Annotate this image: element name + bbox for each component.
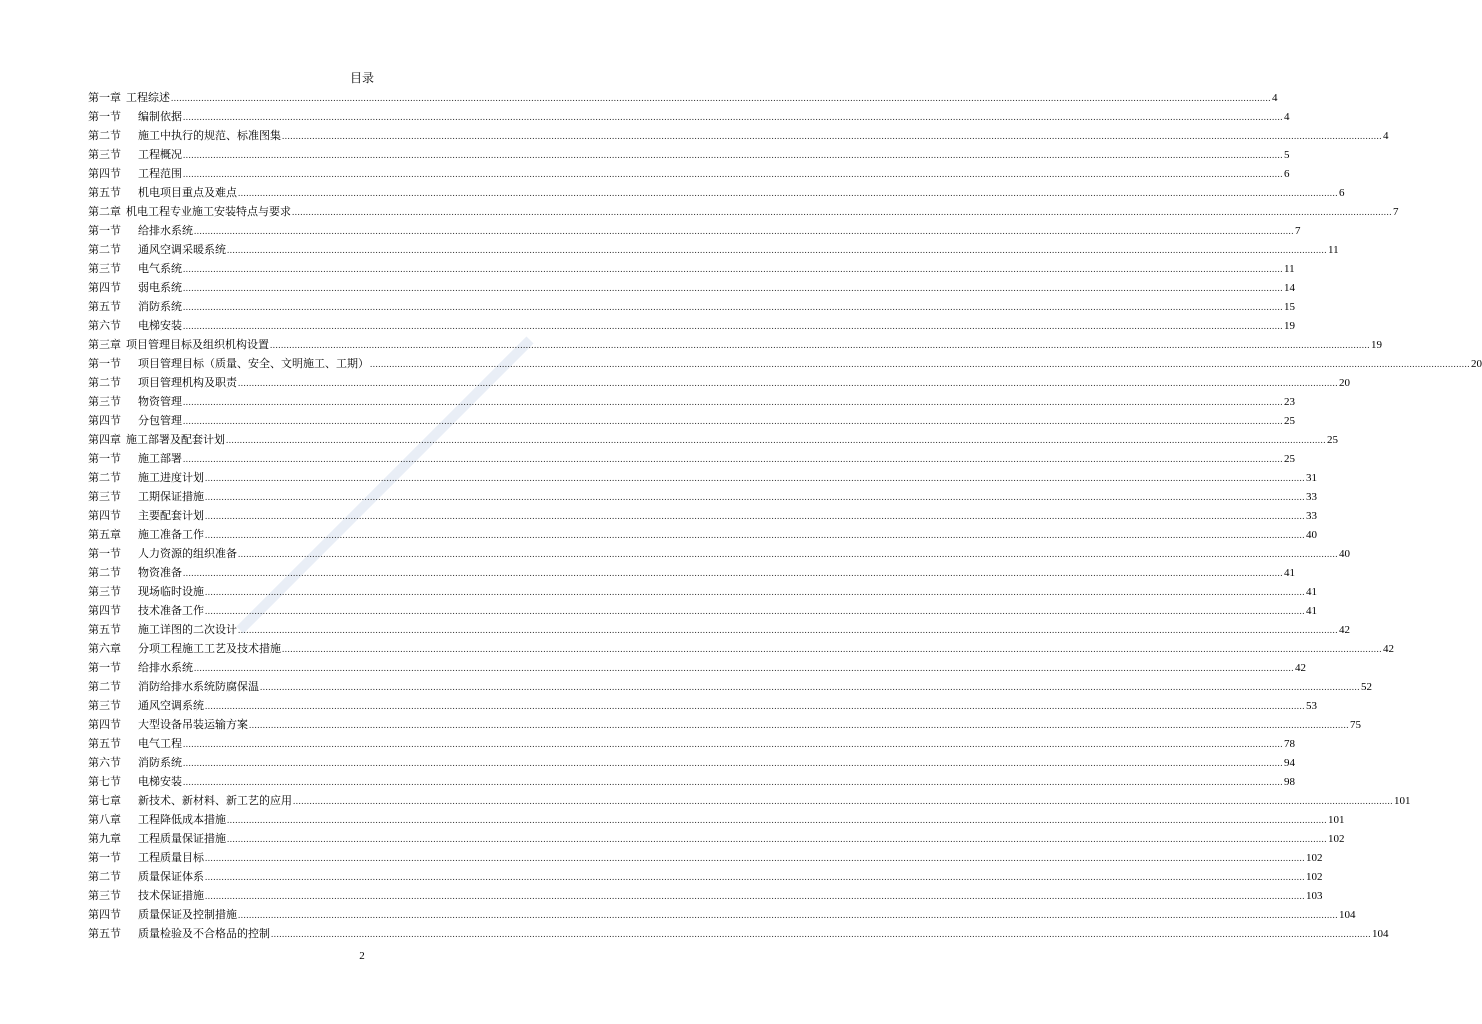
toc-dot-leader: ................................................................................................................................................................................................................................................................................................................................................................................................................ — [205, 853, 1305, 863]
toc-dot-leader: ................................................................................................................................................................................................................................................................................................................................................................................................................ — [205, 492, 1305, 502]
toc-entry-label: 第四节 — [88, 167, 121, 180]
toc-entry-title: 施工详图的二次设计 — [138, 623, 237, 636]
toc-entry-page: 20 — [1339, 377, 1350, 389]
toc-entry-title: 项目管理目标（质量、安全、文明施工、工期） — [138, 357, 369, 370]
toc-entry-label: 第六节 — [88, 756, 121, 769]
toc-dot-leader: ................................................................................................................................................................................................................................................................................................................................................................................................................ — [183, 416, 1283, 426]
toc-entry-page: 33 — [1306, 510, 1317, 522]
toc-entry[interactable] — [88, 373, 1350, 392]
toc-entry-page: 4 — [1272, 92, 1278, 104]
toc-entry-page: 42 — [1383, 643, 1394, 655]
toc-entry-label: 第六节 — [88, 319, 121, 332]
toc-entry[interactable] — [88, 753, 1295, 772]
toc-entry-title: 消防给排水系统防腐保温 — [138, 680, 259, 693]
toc-entry-page: 7 — [1295, 225, 1301, 237]
toc-entry-page: 75 — [1350, 719, 1361, 731]
toc-dot-leader: ................................................................................................................................................................................................................................................................................................................................................................................................................ — [205, 473, 1305, 483]
toc-entry[interactable] — [88, 677, 1372, 696]
toc-entry-page: 11 — [1328, 244, 1339, 256]
toc-entry[interactable] — [88, 620, 1350, 639]
toc-entry-label: 第七章 — [88, 794, 121, 807]
toc-entry-label: 第八章 — [88, 813, 121, 826]
toc-entry[interactable] — [88, 696, 1317, 715]
toc-entry-title: 新技术、新材料、新工艺的应用 — [138, 794, 292, 807]
toc-dot-leader: ................................................................................................................................................................................................................................................................................................................................................................................................................ — [270, 340, 1370, 350]
toc-entry-title: 工程降低成本措施 — [138, 813, 226, 826]
toc-entry-label: 第三节 — [88, 148, 121, 161]
toc-entry-page: 4 — [1284, 111, 1290, 123]
toc-entry[interactable] — [88, 810, 1345, 829]
toc-entry-label: 第三节 — [88, 585, 121, 598]
toc-entry-label: 第三节 — [88, 395, 121, 408]
toc-entry-title: 电气工程 — [138, 737, 182, 750]
toc-entry-page: 25 — [1284, 415, 1295, 427]
toc-entry-page: 104 — [1339, 909, 1356, 921]
toc-entry[interactable] — [88, 905, 1356, 924]
toc-dot-leader: ................................................................................................................................................................................................................................................................................................................................................................................................................ — [183, 302, 1283, 312]
toc-entry-label: 第五节 — [88, 927, 121, 940]
toc-entry-title: 工程质量保证措施 — [138, 832, 226, 845]
toc-entry[interactable] — [88, 886, 1323, 905]
toc-entry-page: 33 — [1306, 491, 1317, 503]
toc-entry[interactable] — [88, 88, 1278, 107]
toc-entry-page: 98 — [1284, 776, 1295, 788]
toc-entry[interactable] — [88, 525, 1317, 544]
toc-entry[interactable] — [88, 297, 1295, 316]
toc-entry-page: 19 — [1284, 320, 1295, 332]
toc-entry-label: 第三节 — [88, 889, 121, 902]
toc-dot-leader: ................................................................................................................................................................................................................................................................................................................................................................................................................ — [238, 378, 1338, 388]
toc-entry-page: 14 — [1284, 282, 1295, 294]
toc-dot-leader: ................................................................................................................................................................................................................................................................................................................................................................................................................ — [183, 169, 1283, 179]
toc-entry[interactable] — [88, 829, 1345, 848]
toc-entry[interactable] — [88, 867, 1323, 886]
toc-dot-leader: ................................................................................................................................................................................................................................................................................................................................................................................................................ — [183, 150, 1283, 160]
toc-dot-leader: ................................................................................................................................................................................................................................................................................................................................................................................................................ — [183, 454, 1283, 464]
toc-entry-label: 第四节 — [88, 509, 121, 522]
toc-dot-leader: ................................................................................................................................................................................................................................................................................................................................................................................................................ — [227, 815, 1327, 825]
page-number: 2 — [359, 950, 365, 962]
toc-entry[interactable] — [88, 354, 1482, 373]
toc-entry-page: 31 — [1306, 472, 1317, 484]
toc-entry-label: 第二节 — [88, 471, 121, 484]
toc-dot-leader: ................................................................................................................................................................................................................................................................................................................................................................................................................ — [194, 226, 1294, 236]
toc-entry-page: 42 — [1295, 662, 1306, 674]
toc-entry-page: 104 — [1372, 928, 1389, 940]
toc-entry-page: 7 — [1393, 206, 1399, 218]
toc-entry-title: 质量保证体系 — [138, 870, 204, 883]
toc-entry-label: 第一章 — [88, 91, 121, 104]
toc-entry-page: 41 — [1306, 586, 1317, 598]
toc-entry[interactable] — [88, 506, 1317, 525]
toc-entry[interactable] — [88, 145, 1290, 164]
toc-dot-leader: ................................................................................................................................................................................................................................................................................................................................................................................................................ — [183, 777, 1283, 787]
toc-entry-label: 第五节 — [88, 623, 121, 636]
toc-dot-leader: ................................................................................................................................................................................................................................................................................................................................................................................................................ — [226, 435, 1326, 445]
toc-entry-title: 工期保证措施 — [138, 490, 204, 503]
toc-entry-page: 5 — [1284, 149, 1290, 161]
toc-entry-page: 42 — [1339, 624, 1350, 636]
toc-entry[interactable] — [88, 544, 1350, 563]
toc-dot-leader: ................................................................................................................................................................................................................................................................................................................................................................................................................ — [260, 682, 1360, 692]
toc-dot-leader: ................................................................................................................................................................................................................................................................................................................................................................................................................ — [282, 131, 1382, 141]
toc-entry-label: 第二节 — [88, 376, 121, 389]
toc-entry-title: 施工部署及配套计划 — [126, 433, 225, 446]
toc-dot-leader: ................................................................................................................................................................................................................................................................................................................................................................................................................ — [227, 834, 1327, 844]
toc-entry-title: 消防系统 — [138, 300, 182, 313]
toc-entry-page: 41 — [1284, 567, 1295, 579]
toc-entry[interactable] — [88, 392, 1295, 411]
toc-entry-title: 现场临时设施 — [138, 585, 204, 598]
toc-entry-title: 人力资源的组织准备 — [138, 547, 237, 560]
toc-dot-leader: ................................................................................................................................................................................................................................................................................................................................................................................................................ — [205, 587, 1305, 597]
toc-entry-label: 第二节 — [88, 129, 121, 142]
toc-entry-page: 25 — [1284, 453, 1295, 465]
toc-entry-page: 78 — [1284, 738, 1295, 750]
toc-entry-label: 第二节 — [88, 680, 121, 693]
toc-entry-label: 第六章 — [88, 642, 121, 655]
toc-entry-title: 工程综述 — [126, 91, 170, 104]
toc-entry-label: 第二章 — [88, 205, 121, 218]
toc-dot-leader: ................................................................................................................................................................................................................................................................................................................................................................................................................ — [238, 625, 1338, 635]
toc-dot-leader: ................................................................................................................................................................................................................................................................................................................................................................................................................ — [171, 93, 1271, 103]
toc-entry-label: 第一节 — [88, 547, 121, 560]
toc-entry[interactable] — [88, 487, 1317, 506]
toc-dot-leader: ................................................................................................................................................................................................................................................................................................................................................................................................................ — [205, 606, 1305, 616]
toc-dot-leader: ................................................................................................................................................................................................................................................................................................................................................................................................................ — [205, 701, 1305, 711]
toc-entry-page: 6 — [1284, 168, 1290, 180]
toc-entry-title: 工程范围 — [138, 167, 182, 180]
toc-entry[interactable] — [88, 316, 1295, 335]
toc-entry[interactable] — [88, 715, 1361, 734]
toc-entry-label: 第二节 — [88, 870, 121, 883]
toc-entry-page: 102 — [1306, 852, 1323, 864]
toc-entry-label: 第一节 — [88, 357, 121, 370]
toc-entry-label: 第三节 — [88, 699, 121, 712]
toc-entry-page: 23 — [1284, 396, 1295, 408]
toc-entry-title: 电梯安装 — [138, 775, 182, 788]
toc-entry-title: 机电项目重点及难点 — [138, 186, 237, 199]
toc-entry-label: 第五节 — [88, 737, 121, 750]
toc-entry[interactable] — [88, 126, 1389, 145]
toc-entry-label: 第二节 — [88, 566, 121, 579]
toc-dot-leader: ................................................................................................................................................................................................................................................................................................................................................................................................................ — [238, 910, 1338, 920]
toc-entry-label: 第七节 — [88, 775, 121, 788]
toc-entry[interactable] — [88, 335, 1382, 354]
toc-entry[interactable] — [88, 639, 1394, 658]
toc-dot-leader: ................................................................................................................................................................................................................................................................................................................................................................................................................ — [227, 245, 1327, 255]
toc-entry-title: 施工准备工作 — [138, 528, 204, 541]
toc-entry[interactable] — [88, 468, 1317, 487]
toc-entry[interactable] — [88, 411, 1295, 430]
toc-entry[interactable] — [88, 183, 1345, 202]
toc-dot-leader: ................................................................................................................................................................................................................................................................................................................................................................................................................ — [249, 720, 1349, 730]
toc-dot-leader: ................................................................................................................................................................................................................................................................................................................................................................................................................ — [205, 511, 1305, 521]
toc-entry-title: 电气系统 — [138, 262, 182, 275]
toc-entry-title: 消防系统 — [138, 756, 182, 769]
toc-entry-title: 物资准备 — [138, 566, 182, 579]
toc-title: 目录 — [349, 71, 374, 85]
toc-entry-title: 工程质量目标 — [138, 851, 204, 864]
toc-entry-page: 101 — [1328, 814, 1345, 826]
toc-entry[interactable] — [88, 582, 1317, 601]
toc-entry-page: 53 — [1306, 700, 1317, 712]
toc-entry-label: 第一节 — [88, 224, 121, 237]
toc-entry[interactable] — [88, 107, 1290, 126]
toc-entry[interactable] — [88, 791, 1411, 810]
toc-entry-title: 施工部署 — [138, 452, 182, 465]
toc-entry[interactable] — [88, 848, 1323, 867]
toc-dot-leader: ................................................................................................................................................................................................................................................................................................................................................................................................................ — [282, 644, 1382, 654]
toc-entry-label: 第五章 — [88, 528, 121, 541]
toc-entry-page: 20 — [1471, 358, 1482, 370]
toc-dot-leader: ................................................................................................................................................................................................................................................................................................................................................................................................................ — [183, 264, 1283, 274]
toc-entry-page: 25 — [1327, 434, 1338, 446]
toc-entry-page: 94 — [1284, 757, 1295, 769]
toc-entry-title: 编制依据 — [138, 110, 182, 123]
toc-entry-title: 弱电系统 — [138, 281, 182, 294]
toc-entry-page: 11 — [1284, 263, 1295, 275]
toc-entry-page: 19 — [1371, 339, 1382, 351]
toc-entry-label: 第二节 — [88, 243, 121, 256]
toc-entry[interactable] — [88, 601, 1317, 620]
toc-entry-label: 第一节 — [88, 452, 121, 465]
toc-entry-title: 项目管理目标及组织机构设置 — [126, 338, 269, 351]
toc-entry-title: 质量保证及控制措施 — [138, 908, 237, 921]
toc-entry-page: 40 — [1306, 529, 1317, 541]
toc-entry-title: 质量检验及不合格品的控制 — [138, 927, 270, 940]
toc-entry-label: 第四节 — [88, 604, 121, 617]
toc-entry-title: 技术保证措施 — [138, 889, 204, 902]
toc-entry-title: 电梯安装 — [138, 319, 182, 332]
toc-entry[interactable] — [88, 449, 1295, 468]
toc-entry-page: 6 — [1339, 187, 1345, 199]
toc-entry-title: 项目管理机构及职责 — [138, 376, 237, 389]
toc-entry-title: 物资管理 — [138, 395, 182, 408]
toc-dot-leader: ................................................................................................................................................................................................................................................................................................................................................................................................................ — [205, 530, 1305, 540]
toc-entry[interactable] — [88, 278, 1295, 297]
toc-entry-page: 41 — [1306, 605, 1317, 617]
toc-entry-label: 第四节 — [88, 908, 121, 921]
toc-entry-page: 102 — [1306, 871, 1323, 883]
toc-entry[interactable] — [88, 259, 1295, 278]
toc-dot-leader: ................................................................................................................................................................................................................................................................................................................................................................................................................ — [183, 321, 1283, 331]
toc-entry-page: 15 — [1284, 301, 1295, 313]
toc-entry-page: 4 — [1383, 130, 1389, 142]
toc-entry-title: 大型设备吊装运输方案 — [138, 718, 248, 731]
toc-entry[interactable] — [88, 924, 1389, 943]
toc-dot-leader: ................................................................................................................................................................................................................................................................................................................................................................................................................ — [370, 359, 1470, 369]
toc-dot-leader: ................................................................................................................................................................................................................................................................................................................................................................................................................ — [205, 891, 1305, 901]
toc-entry-label: 第一节 — [88, 661, 121, 674]
toc-entry-label: 第三节 — [88, 262, 121, 275]
toc-dot-leader: ................................................................................................................................................................................................................................................................................................................................................................................................................ — [205, 872, 1305, 882]
toc-entry-page: 101 — [1394, 795, 1411, 807]
toc-entry-label: 第四章 — [88, 433, 121, 446]
toc-entry-title: 施工进度计划 — [138, 471, 204, 484]
toc-entry-label: 第九章 — [88, 832, 121, 845]
toc-entry-label: 第四节 — [88, 281, 121, 294]
toc-list — [88, 88, 1482, 943]
toc-entry-label: 第四节 — [88, 718, 121, 731]
toc-dot-leader: ................................................................................................................................................................................................................................................................................................................................................................................................................ — [183, 112, 1283, 122]
toc-dot-leader: ................................................................................................................................................................................................................................................................................................................................................................................................................ — [194, 663, 1294, 673]
toc-entry-label: 第四节 — [88, 414, 121, 427]
toc-entry-title: 通风空调采暖系统 — [138, 243, 226, 256]
toc-entry[interactable] — [88, 734, 1295, 753]
toc-entry-page: 52 — [1361, 681, 1372, 693]
toc-entry-title: 技术准备工作 — [138, 604, 204, 617]
toc-dot-leader: ................................................................................................................................................................................................................................................................................................................................................................................................................ — [293, 796, 1393, 806]
toc-dot-leader: ................................................................................................................................................................................................................................................................................................................................................................................................................ — [183, 397, 1283, 407]
toc-entry[interactable] — [88, 164, 1290, 183]
toc-dot-leader: ................................................................................................................................................................................................................................................................................................................................................................................................................ — [238, 188, 1338, 198]
toc-entry-title: 给排水系统 — [138, 224, 193, 237]
toc-dot-leader: ................................................................................................................................................................................................................................................................................................................................................................................................................ — [183, 739, 1283, 749]
toc-dot-leader: ................................................................................................................................................................................................................................................................................................................................................................................................................ — [271, 929, 1371, 939]
toc-entry[interactable] — [88, 202, 1399, 221]
toc-entry-title: 给排水系统 — [138, 661, 193, 674]
toc-dot-leader: ................................................................................................................................................................................................................................................................................................................................................................................................................ — [292, 207, 1392, 217]
toc-entry[interactable] — [88, 772, 1295, 791]
toc-entry-title: 分项工程施工工艺及技术措施 — [138, 642, 281, 655]
toc-dot-leader: ................................................................................................................................................................................................................................................................................................................................................................................................................ — [238, 549, 1338, 559]
toc-entry-label: 第一节 — [88, 851, 121, 864]
toc-entry-label: 第五节 — [88, 186, 121, 199]
toc-entry-title: 主要配套计划 — [138, 509, 204, 522]
toc-dot-leader: ................................................................................................................................................................................................................................................................................................................................................................................................................ — [183, 568, 1283, 578]
toc-entry[interactable] — [88, 221, 1301, 240]
toc-entry-page: 40 — [1339, 548, 1350, 560]
toc-entry-page: 102 — [1328, 833, 1345, 845]
toc-entry-label: 第一节 — [88, 110, 121, 123]
toc-entry[interactable] — [88, 240, 1339, 259]
toc-entry-label: 第三节 — [88, 490, 121, 503]
toc-entry-label: 第三章 — [88, 338, 121, 351]
toc-entry-page: 103 — [1306, 890, 1323, 902]
toc-entry[interactable] — [88, 430, 1338, 449]
toc-entry-title: 工程概况 — [138, 148, 182, 161]
toc-entry[interactable] — [88, 658, 1306, 677]
toc-entry-title: 通风空调系统 — [138, 699, 204, 712]
toc-entry-label: 第五节 — [88, 300, 121, 313]
toc-entry-title: 施工中执行的规范、标准图集 — [138, 129, 281, 142]
toc-dot-leader: ................................................................................................................................................................................................................................................................................................................................................................................................................ — [183, 758, 1283, 768]
toc-entry-title: 机电工程专业施工安装特点与要求 — [126, 205, 291, 218]
toc-dot-leader: ................................................................................................................................................................................................................................................................................................................................................................................................................ — [183, 283, 1283, 293]
toc-entry-title: 分包管理 — [138, 414, 182, 427]
toc-entry[interactable] — [88, 563, 1295, 582]
